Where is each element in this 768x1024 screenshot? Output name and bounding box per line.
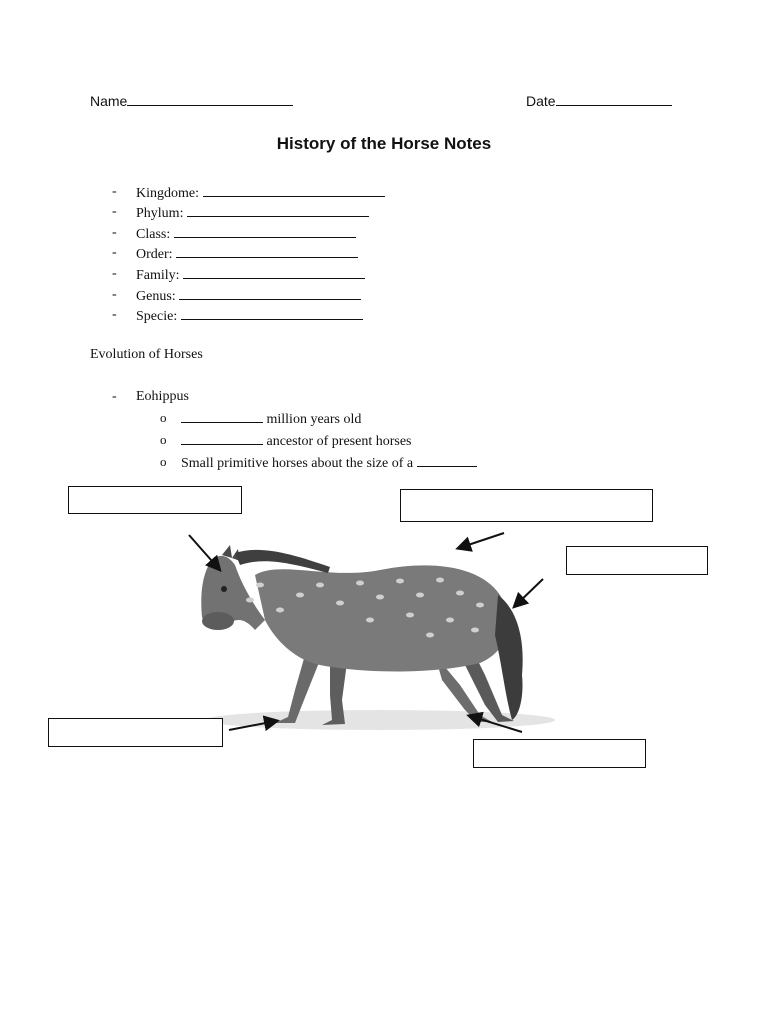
answer-blank[interactable]: [183, 266, 365, 279]
sub-bullet: o: [160, 410, 167, 425]
taxonomy-item-genus[interactable]: [136, 287, 361, 305]
taxonomy-label: Class:: [136, 227, 171, 242]
taxonomy-label: Kingdome:: [136, 186, 199, 201]
list-dash: -: [112, 245, 117, 260]
list-dash: -: [112, 389, 117, 404]
label-box-1[interactable]: [68, 486, 242, 514]
date-label: Date: [526, 93, 556, 109]
list-dash: -: [112, 184, 117, 199]
answer-blank[interactable]: [181, 307, 363, 320]
eohippus-fact-size[interactable]: [181, 454, 477, 472]
date-field[interactable]: [526, 93, 672, 109]
label-box-2[interactable]: [400, 489, 653, 522]
answer-blank[interactable]: [174, 225, 356, 238]
label-box-4[interactable]: [48, 718, 223, 747]
answer-blank[interactable]: [417, 454, 477, 467]
label-box-3[interactable]: [566, 546, 708, 575]
eohippus-fact-age[interactable]: [181, 410, 361, 428]
sub-bullet: o: [160, 432, 167, 447]
list-dash: -: [112, 287, 117, 302]
answer-blank[interactable]: [181, 410, 263, 423]
taxonomy-label: Order:: [136, 247, 173, 262]
name-blank[interactable]: [127, 93, 293, 106]
list-dash: -: [112, 266, 117, 281]
eohippus-fact-ancestor[interactable]: [181, 432, 412, 450]
answer-blank[interactable]: [203, 184, 385, 197]
fact-text: ancestor of present horses: [266, 434, 412, 449]
taxonomy-item-class[interactable]: [136, 225, 356, 243]
list-dash: -: [112, 225, 117, 240]
answer-blank[interactable]: [176, 245, 358, 258]
answer-blank[interactable]: [181, 432, 263, 445]
label-box-5[interactable]: [473, 739, 646, 768]
taxonomy-item-order[interactable]: [136, 245, 358, 263]
name-field[interactable]: [90, 93, 293, 109]
sub-bullet: o: [160, 454, 167, 469]
taxonomy-label: Specie:: [136, 309, 178, 324]
evolution-heading: Evolution of Horses: [90, 347, 203, 362]
answer-blank[interactable]: [179, 287, 361, 300]
taxonomy-item-kingdom[interactable]: [136, 184, 385, 202]
page-title: History of the Horse Notes: [276, 134, 492, 153]
answer-blank[interactable]: [187, 204, 369, 217]
eohippus-illustration: [180, 525, 560, 745]
taxonomy-label: Phylum:: [136, 206, 184, 221]
taxonomy-item-phylum[interactable]: [136, 204, 369, 222]
list-dash: -: [112, 307, 117, 322]
taxonomy-item-specie[interactable]: [136, 307, 363, 325]
taxonomy-item-family[interactable]: [136, 266, 365, 284]
fact-text: million years old: [266, 412, 362, 427]
list-dash: -: [112, 204, 117, 219]
taxonomy-label: Genus:: [136, 289, 176, 304]
date-blank[interactable]: [556, 93, 672, 106]
name-label: Name: [90, 93, 128, 109]
eohippus-label: Eohippus: [136, 389, 189, 404]
taxonomy-label: Family:: [136, 268, 180, 283]
fact-text: Small primitive horses about the size of a: [181, 456, 414, 471]
